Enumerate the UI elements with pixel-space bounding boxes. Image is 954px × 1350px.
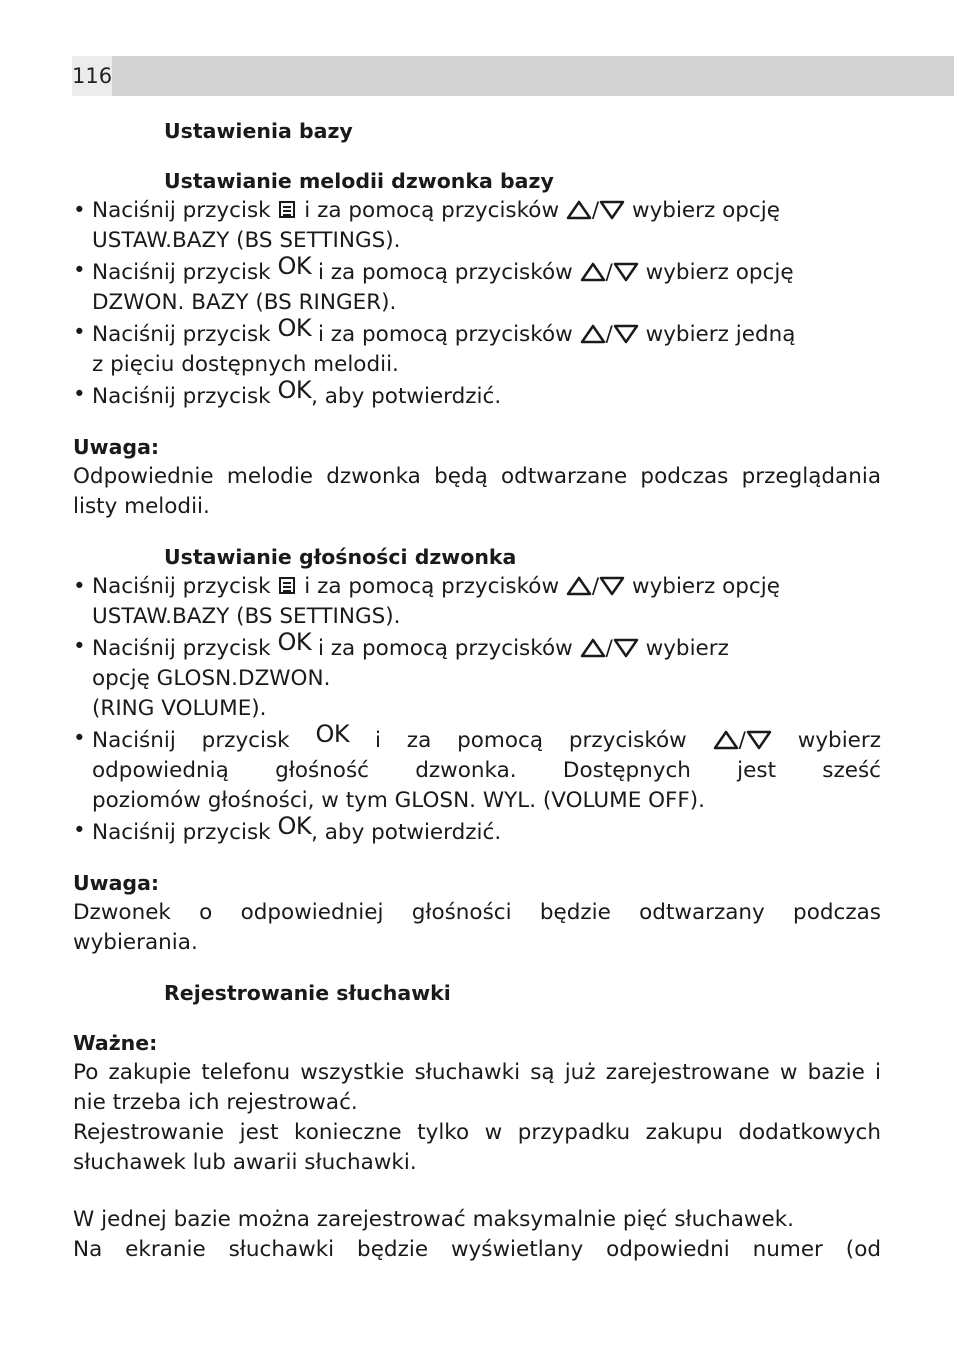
ok-key-label: OK [277,252,312,280]
page-content [73,112,881,1265]
ok-key-label: OK [277,314,312,342]
menu-icon [279,577,295,594]
triangle-up-icon [566,576,592,596]
list-item: • Naciśnij przycisk i za pomocą przycisków / wybierz opcję USTAW.BAZY (BS SETTINGS). [73,574,780,629]
subsection-heading-volume: Ustawianie głośności dzwonka [164,545,517,569]
paragraph: Na ekranie słuchawki będzie wyświetlany odpowiedni numer (od [73,1237,881,1262]
triangle-down-icon [599,200,625,220]
page-number: 116 [72,56,112,96]
subsection-heading-registration: Rejestrowanie słuchawki [164,981,451,1005]
page-header-bar [72,56,954,96]
list-item: • Naciśnij przycisk OK i za pomocą przycisków / wybierz opcję GLOSN.DZWON. (RING VOLUME). [73,628,729,721]
paragraph: Rejestrowanie jest konieczne tylko w przypadku zakupu dodatkowych słuchawek lub awarii słuchawki. [73,1120,881,1175]
triangle-up-icon [580,324,606,344]
menu-icon [279,201,295,218]
list-item: • Naciśnij przycisk i za pomocą przycisków / wybierz opcję USTAW.BAZY (BS SETTINGS). [73,198,780,253]
ok-key-label: OK [277,628,312,656]
subsection-heading-ringtone: Ustawianie melodii dzwonka bazy [164,169,554,193]
ok-key-label: OK [277,812,312,840]
ok-key-label: OK [277,376,312,404]
triangle-up-icon [566,200,592,220]
section-heading: Ustawienia bazy [164,119,353,143]
triangle-down-icon [746,730,772,750]
paragraph: Po zakupie telefonu wszystkie słuchawki są już zarejestrowane w bazie i nie trzeba ich rejestrować. [73,1060,881,1115]
list-item: • Naciśnij przycisk OK i za pomocą przycisków / wybierz opcję DZWON. BAZY (BS RINGER). [73,252,794,315]
note-label: Uwaga: [73,871,160,895]
ok-key-label: OK [315,720,350,748]
triangle-down-icon [613,262,639,282]
triangle-down-icon [613,638,639,658]
list-item: • Naciśnij przycisk OK, aby potwierdzić. [73,376,502,409]
paragraph: W jednej bazie można zarejestrować maksymalnie pięć słuchawek. [73,1207,794,1232]
note-text: Dzwonek o odpowiedniej głośności będzie odtwarzany podczas wybierania. [73,900,881,955]
triangle-up-icon [580,638,606,658]
triangle-up-icon [580,262,606,282]
list-item: • Naciśnij przycisk OK i za pomocą przycisków / wybierz jedną z pięciu dostępnych melodii. [73,314,796,377]
triangle-down-icon [599,576,625,596]
list-item: • Naciśnij przycisk OK i za pomocą przycisków / wybierz odpowiednią głośność dzwonka. Dostępnych jest sześć poziomów głośności, w tym GLOSN. WYL. (VOLUME OFF). [73,720,882,813]
note-text: Odpowiednie melodie dzwonka będą odtwarzane podczas przeglądania listy melodii. [73,464,881,519]
important-label: Ważne: [73,1031,158,1055]
list-item: • Naciśnij przycisk OK, aby potwierdzić. [73,812,502,845]
triangle-up-icon [713,730,739,750]
note-label: Uwaga: [73,435,160,459]
triangle-down-icon [613,324,639,344]
